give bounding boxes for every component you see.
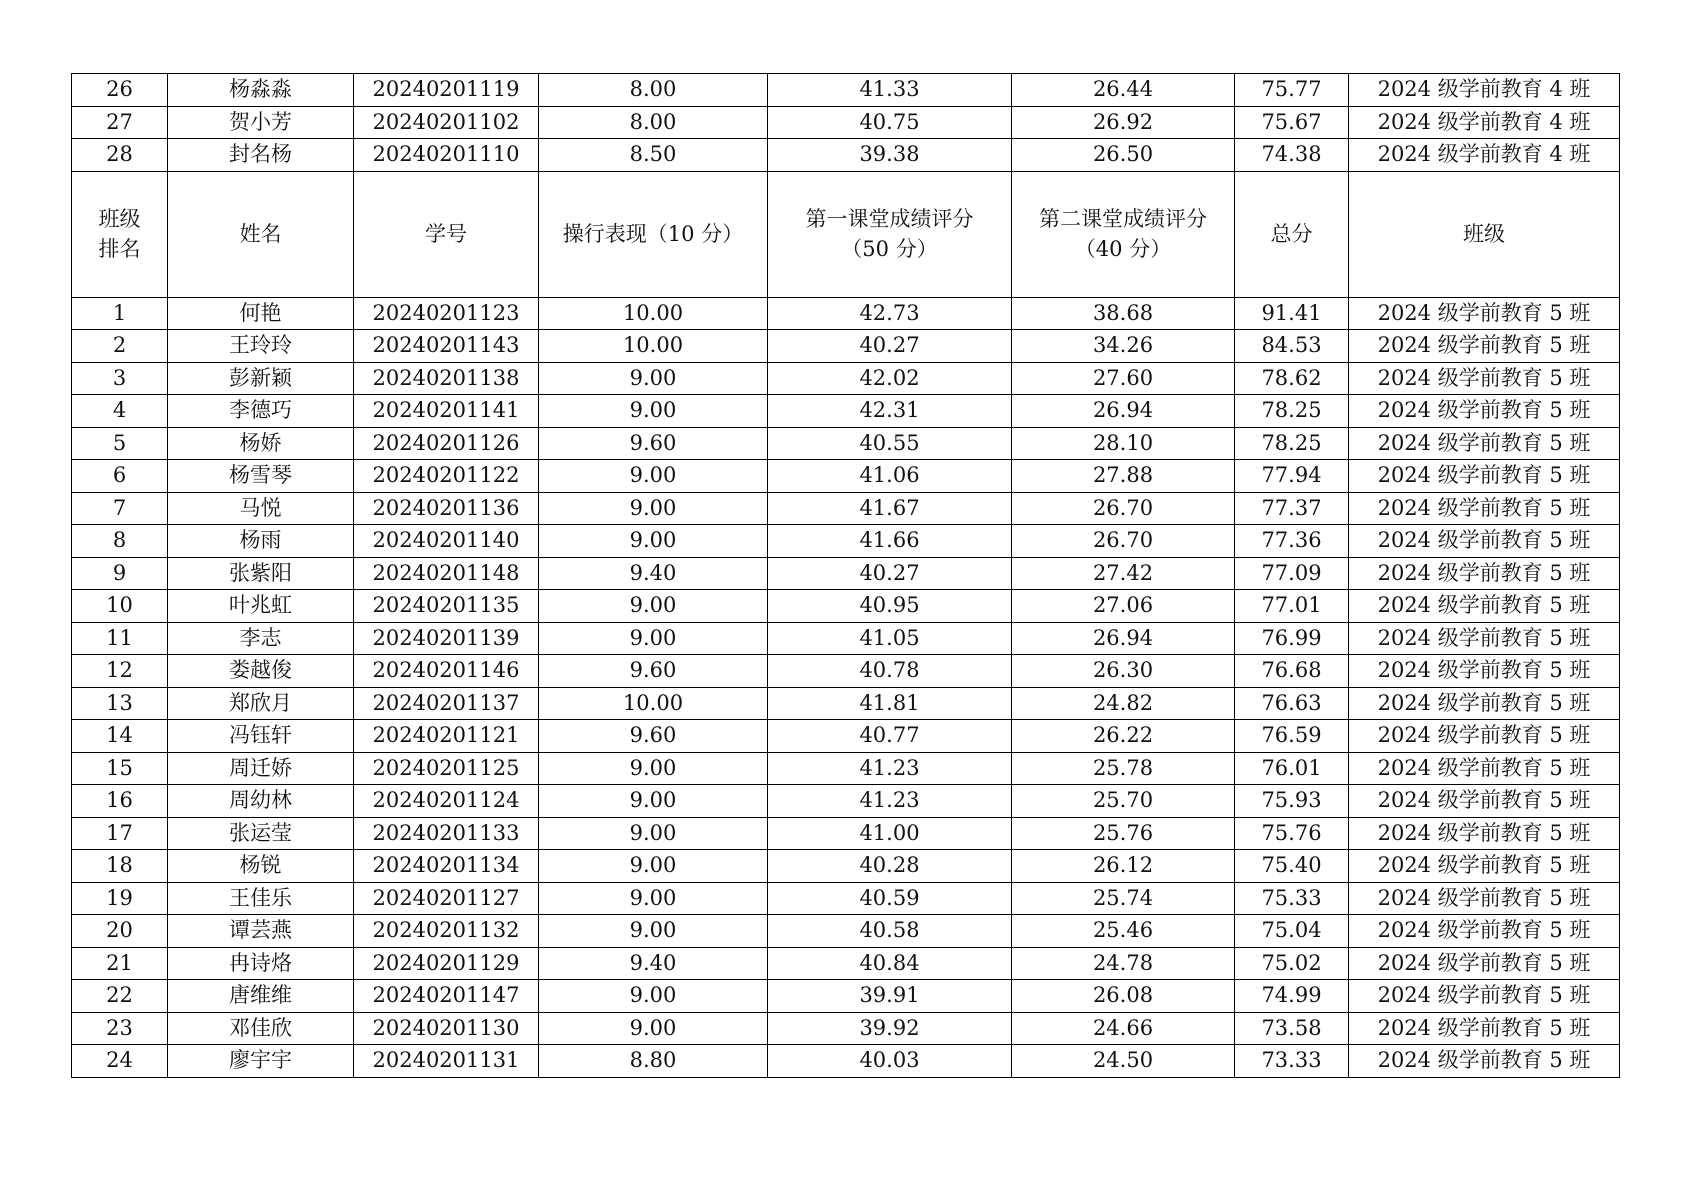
table-row xyxy=(72,362,1620,395)
cell-second-class: 26.94 xyxy=(1012,395,1235,428)
header-first-class: 第一课堂成绩评分 （50 分） xyxy=(768,171,1012,297)
header-total: 总分 xyxy=(1235,171,1349,297)
cell-rank: 5 xyxy=(72,427,168,460)
cell-student-id: 20240201138 xyxy=(354,362,539,395)
cell-conduct: 9.00 xyxy=(539,362,768,395)
header-student-id: 学号 xyxy=(354,171,539,297)
cell-conduct: 8.80 xyxy=(539,1045,768,1078)
cell-class: 2024 级学前教育 5 班 xyxy=(1349,980,1620,1013)
cell-student-id: 20240201129 xyxy=(354,947,539,980)
table-header xyxy=(72,171,1620,297)
cell-name: 杨淼淼 xyxy=(168,74,354,107)
cell-second-class: 26.70 xyxy=(1012,525,1235,558)
cell-rank: 7 xyxy=(72,492,168,525)
cell-name: 周迁娇 xyxy=(168,752,354,785)
table-row xyxy=(72,817,1620,850)
cell-student-id: 20240201134 xyxy=(354,850,539,883)
cell-student-id: 20240201122 xyxy=(354,460,539,493)
cell-total: 76.68 xyxy=(1235,655,1349,688)
cell-conduct: 9.00 xyxy=(539,525,768,558)
cell-name: 杨雨 xyxy=(168,525,354,558)
cell-name: 李德巧 xyxy=(168,395,354,428)
cell-second-class: 24.66 xyxy=(1012,1012,1235,1045)
cell-conduct: 9.40 xyxy=(539,947,768,980)
table-row xyxy=(72,655,1620,688)
cell-total: 76.59 xyxy=(1235,720,1349,753)
cell-class: 2024 级学前教育 5 班 xyxy=(1349,1045,1620,1078)
cell-student-id: 20240201135 xyxy=(354,590,539,623)
cell-student-id: 20240201132 xyxy=(354,915,539,948)
cell-class: 2024 级学前教育 5 班 xyxy=(1349,460,1620,493)
cell-total: 76.63 xyxy=(1235,687,1349,720)
cell-first-class: 41.23 xyxy=(768,752,1012,785)
cell-name: 何艳 xyxy=(168,297,354,330)
cell-class: 2024 级学前教育 5 班 xyxy=(1349,297,1620,330)
table-row xyxy=(72,785,1620,818)
cell-total: 84.53 xyxy=(1235,330,1349,363)
header-class: 班级 xyxy=(1349,171,1620,297)
class-5-rows xyxy=(72,297,1620,1077)
cell-rank: 18 xyxy=(72,850,168,883)
table-row xyxy=(72,1012,1620,1045)
cell-rank: 24 xyxy=(72,1045,168,1078)
cell-conduct: 9.00 xyxy=(539,980,768,1013)
cell-second-class: 38.68 xyxy=(1012,297,1235,330)
table-row xyxy=(72,139,1620,172)
cell-rank: 11 xyxy=(72,622,168,655)
cell-name: 谭芸燕 xyxy=(168,915,354,948)
cell-rank: 1 xyxy=(72,297,168,330)
cell-conduct: 9.00 xyxy=(539,622,768,655)
cell-second-class: 28.10 xyxy=(1012,427,1235,460)
cell-name: 王佳乐 xyxy=(168,882,354,915)
cell-rank: 19 xyxy=(72,882,168,915)
cell-name: 邓佳欣 xyxy=(168,1012,354,1045)
cell-second-class: 27.42 xyxy=(1012,557,1235,590)
cell-conduct: 9.00 xyxy=(539,850,768,883)
cell-conduct: 10.00 xyxy=(539,687,768,720)
cell-name: 郑欣月 xyxy=(168,687,354,720)
cell-first-class: 41.81 xyxy=(768,687,1012,720)
table-row xyxy=(72,687,1620,720)
table-row xyxy=(72,850,1620,883)
cell-total: 75.77 xyxy=(1235,74,1349,107)
cell-total: 78.25 xyxy=(1235,395,1349,428)
cell-conduct: 10.00 xyxy=(539,330,768,363)
header-name: 姓名 xyxy=(168,171,354,297)
cell-name: 冉诗烙 xyxy=(168,947,354,980)
cell-class: 2024 级学前教育 5 班 xyxy=(1349,850,1620,883)
cell-student-id: 20240201141 xyxy=(354,395,539,428)
cell-rank: 16 xyxy=(72,785,168,818)
cell-second-class: 26.08 xyxy=(1012,980,1235,1013)
cell-second-class: 27.60 xyxy=(1012,362,1235,395)
cell-student-id: 20240201110 xyxy=(354,139,539,172)
cell-name: 杨雪琴 xyxy=(168,460,354,493)
cell-student-id: 20240201119 xyxy=(354,74,539,107)
table-row xyxy=(72,74,1620,107)
cell-student-id: 20240201125 xyxy=(354,752,539,785)
cell-total: 78.25 xyxy=(1235,427,1349,460)
cell-conduct: 8.00 xyxy=(539,106,768,139)
cell-conduct: 9.00 xyxy=(539,1012,768,1045)
cell-total: 75.67 xyxy=(1235,106,1349,139)
header-second-class: 第二课堂成绩评分 （40 分） xyxy=(1012,171,1235,297)
cell-total: 73.33 xyxy=(1235,1045,1349,1078)
cell-second-class: 26.94 xyxy=(1012,622,1235,655)
cell-student-id: 20240201140 xyxy=(354,525,539,558)
cell-first-class: 42.02 xyxy=(768,362,1012,395)
cell-second-class: 26.92 xyxy=(1012,106,1235,139)
cell-total: 77.36 xyxy=(1235,525,1349,558)
table-row xyxy=(72,106,1620,139)
cell-name: 叶兆虹 xyxy=(168,590,354,623)
cell-rank: 15 xyxy=(72,752,168,785)
cell-first-class: 40.75 xyxy=(768,106,1012,139)
cell-name: 周幼林 xyxy=(168,785,354,818)
cell-student-id: 20240201147 xyxy=(354,980,539,1013)
cell-conduct: 9.00 xyxy=(539,492,768,525)
cell-total: 77.94 xyxy=(1235,460,1349,493)
cell-conduct: 10.00 xyxy=(539,297,768,330)
cell-total: 75.40 xyxy=(1235,850,1349,883)
cell-total: 78.62 xyxy=(1235,362,1349,395)
table-row xyxy=(72,622,1620,655)
cell-total: 74.99 xyxy=(1235,980,1349,1013)
cell-first-class: 41.23 xyxy=(768,785,1012,818)
cell-conduct: 9.00 xyxy=(539,460,768,493)
cell-rank: 3 xyxy=(72,362,168,395)
cell-total: 74.38 xyxy=(1235,139,1349,172)
cell-first-class: 39.91 xyxy=(768,980,1012,1013)
cell-name: 杨娇 xyxy=(168,427,354,460)
cell-student-id: 20240201131 xyxy=(354,1045,539,1078)
cell-name: 张紫阳 xyxy=(168,557,354,590)
table-row xyxy=(72,590,1620,623)
cell-total: 75.02 xyxy=(1235,947,1349,980)
cell-first-class: 40.78 xyxy=(768,655,1012,688)
cell-conduct: 9.00 xyxy=(539,882,768,915)
table-row xyxy=(72,395,1620,428)
cell-student-id: 20240201139 xyxy=(354,622,539,655)
cell-class: 2024 级学前教育 5 班 xyxy=(1349,395,1620,428)
cell-total: 75.93 xyxy=(1235,785,1349,818)
cell-second-class: 26.22 xyxy=(1012,720,1235,753)
cell-conduct: 8.50 xyxy=(539,139,768,172)
cell-total: 91.41 xyxy=(1235,297,1349,330)
cell-first-class: 40.03 xyxy=(768,1045,1012,1078)
cell-rank: 2 xyxy=(72,330,168,363)
cell-rank: 6 xyxy=(72,460,168,493)
cell-name: 王玲玲 xyxy=(168,330,354,363)
cell-conduct: 9.60 xyxy=(539,655,768,688)
cell-student-id: 20240201127 xyxy=(354,882,539,915)
table-row xyxy=(72,557,1620,590)
cell-second-class: 25.78 xyxy=(1012,752,1235,785)
table-row xyxy=(72,460,1620,493)
cell-student-id: 20240201137 xyxy=(354,687,539,720)
cell-rank: 14 xyxy=(72,720,168,753)
cell-name: 冯钰轩 xyxy=(168,720,354,753)
cell-student-id: 20240201126 xyxy=(354,427,539,460)
header-rank: 班级 排名 xyxy=(72,171,168,297)
cell-class: 2024 级学前教育 5 班 xyxy=(1349,1012,1620,1045)
cell-conduct: 9.60 xyxy=(539,427,768,460)
cell-first-class: 40.84 xyxy=(768,947,1012,980)
cell-conduct: 9.00 xyxy=(539,915,768,948)
cell-second-class: 34.26 xyxy=(1012,330,1235,363)
cell-rank: 23 xyxy=(72,1012,168,1045)
cell-second-class: 24.78 xyxy=(1012,947,1235,980)
cell-student-id: 20240201146 xyxy=(354,655,539,688)
cell-second-class: 25.76 xyxy=(1012,817,1235,850)
previous-class-rows xyxy=(72,74,1620,172)
cell-second-class: 26.70 xyxy=(1012,492,1235,525)
cell-first-class: 40.58 xyxy=(768,915,1012,948)
cell-student-id: 20240201133 xyxy=(354,817,539,850)
table-row xyxy=(72,980,1620,1013)
cell-first-class: 40.55 xyxy=(768,427,1012,460)
cell-total: 77.37 xyxy=(1235,492,1349,525)
cell-rank: 28 xyxy=(72,139,168,172)
cell-name: 张运莹 xyxy=(168,817,354,850)
cell-total: 73.58 xyxy=(1235,1012,1349,1045)
cell-name: 唐维维 xyxy=(168,980,354,1013)
cell-student-id: 20240201143 xyxy=(354,330,539,363)
cell-rank: 12 xyxy=(72,655,168,688)
cell-second-class: 26.44 xyxy=(1012,74,1235,107)
cell-rank: 22 xyxy=(72,980,168,1013)
cell-rank: 26 xyxy=(72,74,168,107)
cell-first-class: 42.31 xyxy=(768,395,1012,428)
cell-first-class: 39.92 xyxy=(768,1012,1012,1045)
cell-name: 贺小芳 xyxy=(168,106,354,139)
cell-second-class: 25.70 xyxy=(1012,785,1235,818)
cell-total: 76.01 xyxy=(1235,752,1349,785)
score-table xyxy=(71,73,1620,1078)
cell-second-class: 27.06 xyxy=(1012,590,1235,623)
table-row xyxy=(72,1045,1620,1078)
cell-second-class: 25.74 xyxy=(1012,882,1235,915)
cell-total: 77.01 xyxy=(1235,590,1349,623)
cell-rank: 4 xyxy=(72,395,168,428)
cell-first-class: 41.00 xyxy=(768,817,1012,850)
cell-class: 2024 级学前教育 5 班 xyxy=(1349,427,1620,460)
cell-conduct: 9.00 xyxy=(539,785,768,818)
cell-conduct: 9.00 xyxy=(539,395,768,428)
table-row xyxy=(72,525,1620,558)
table-row xyxy=(72,330,1620,363)
cell-second-class: 27.88 xyxy=(1012,460,1235,493)
cell-conduct: 9.40 xyxy=(539,557,768,590)
cell-first-class: 40.77 xyxy=(768,720,1012,753)
table-row xyxy=(72,297,1620,330)
table-row xyxy=(72,492,1620,525)
cell-class: 2024 级学前教育 5 班 xyxy=(1349,785,1620,818)
cell-first-class: 41.33 xyxy=(768,74,1012,107)
cell-class: 2024 级学前教育 5 班 xyxy=(1349,947,1620,980)
header-conduct: 操行表现（10 分） xyxy=(539,171,768,297)
cell-first-class: 40.27 xyxy=(768,330,1012,363)
cell-class: 2024 级学前教育 5 班 xyxy=(1349,525,1620,558)
cell-student-id: 20240201136 xyxy=(354,492,539,525)
cell-class: 2024 级学前教育 5 班 xyxy=(1349,720,1620,753)
cell-name: 封名杨 xyxy=(168,139,354,172)
cell-rank: 21 xyxy=(72,947,168,980)
cell-class: 2024 级学前教育 5 班 xyxy=(1349,362,1620,395)
cell-name: 彭新颖 xyxy=(168,362,354,395)
cell-class: 2024 级学前教育 5 班 xyxy=(1349,752,1620,785)
cell-total: 75.76 xyxy=(1235,817,1349,850)
cell-student-id: 20240201102 xyxy=(354,106,539,139)
cell-first-class: 40.28 xyxy=(768,850,1012,883)
table-row xyxy=(72,882,1620,915)
cell-first-class: 42.73 xyxy=(768,297,1012,330)
cell-first-class: 41.67 xyxy=(768,492,1012,525)
cell-conduct: 9.60 xyxy=(539,720,768,753)
cell-class: 2024 级学前教育 4 班 xyxy=(1349,139,1620,172)
cell-name: 李志 xyxy=(168,622,354,655)
cell-student-id: 20240201148 xyxy=(354,557,539,590)
cell-student-id: 20240201124 xyxy=(354,785,539,818)
cell-first-class: 40.27 xyxy=(768,557,1012,590)
cell-class: 2024 级学前教育 5 班 xyxy=(1349,492,1620,525)
cell-second-class: 26.12 xyxy=(1012,850,1235,883)
cell-name: 廖宇宇 xyxy=(168,1045,354,1078)
cell-class: 2024 级学前教育 4 班 xyxy=(1349,106,1620,139)
cell-conduct: 8.00 xyxy=(539,74,768,107)
cell-first-class: 41.66 xyxy=(768,525,1012,558)
cell-name: 马悦 xyxy=(168,492,354,525)
cell-first-class: 40.59 xyxy=(768,882,1012,915)
cell-total: 76.99 xyxy=(1235,622,1349,655)
cell-conduct: 9.00 xyxy=(539,590,768,623)
cell-class: 2024 级学前教育 5 班 xyxy=(1349,817,1620,850)
cell-total: 75.33 xyxy=(1235,882,1349,915)
cell-student-id: 20240201123 xyxy=(354,297,539,330)
cell-first-class: 41.06 xyxy=(768,460,1012,493)
cell-name: 杨锐 xyxy=(168,850,354,883)
cell-rank: 20 xyxy=(72,915,168,948)
cell-class: 2024 级学前教育 5 班 xyxy=(1349,882,1620,915)
cell-class: 2024 级学前教育 5 班 xyxy=(1349,655,1620,688)
cell-second-class: 24.82 xyxy=(1012,687,1235,720)
cell-total: 75.04 xyxy=(1235,915,1349,948)
cell-first-class: 39.38 xyxy=(768,139,1012,172)
cell-first-class: 41.05 xyxy=(768,622,1012,655)
cell-second-class: 26.50 xyxy=(1012,139,1235,172)
cell-class: 2024 级学前教育 5 班 xyxy=(1349,687,1620,720)
cell-rank: 17 xyxy=(72,817,168,850)
cell-conduct: 9.00 xyxy=(539,752,768,785)
cell-rank: 27 xyxy=(72,106,168,139)
cell-rank: 13 xyxy=(72,687,168,720)
table-row xyxy=(72,947,1620,980)
header-row xyxy=(72,171,1620,297)
cell-class: 2024 级学前教育 5 班 xyxy=(1349,557,1620,590)
cell-conduct: 9.00 xyxy=(539,817,768,850)
cell-total: 77.09 xyxy=(1235,557,1349,590)
cell-rank: 9 xyxy=(72,557,168,590)
table-row xyxy=(72,915,1620,948)
table-row xyxy=(72,752,1620,785)
cell-class: 2024 级学前教育 5 班 xyxy=(1349,915,1620,948)
cell-class: 2024 级学前教育 5 班 xyxy=(1349,330,1620,363)
cell-class: 2024 级学前教育 5 班 xyxy=(1349,622,1620,655)
table-row xyxy=(72,427,1620,460)
cell-student-id: 20240201121 xyxy=(354,720,539,753)
cell-first-class: 40.95 xyxy=(768,590,1012,623)
cell-rank: 10 xyxy=(72,590,168,623)
cell-class: 2024 级学前教育 4 班 xyxy=(1349,74,1620,107)
cell-name: 娄越俊 xyxy=(168,655,354,688)
table-row xyxy=(72,720,1620,753)
cell-class: 2024 级学前教育 5 班 xyxy=(1349,590,1620,623)
cell-second-class: 26.30 xyxy=(1012,655,1235,688)
cell-second-class: 24.50 xyxy=(1012,1045,1235,1078)
cell-student-id: 20240201130 xyxy=(354,1012,539,1045)
cell-second-class: 25.46 xyxy=(1012,915,1235,948)
cell-rank: 8 xyxy=(72,525,168,558)
